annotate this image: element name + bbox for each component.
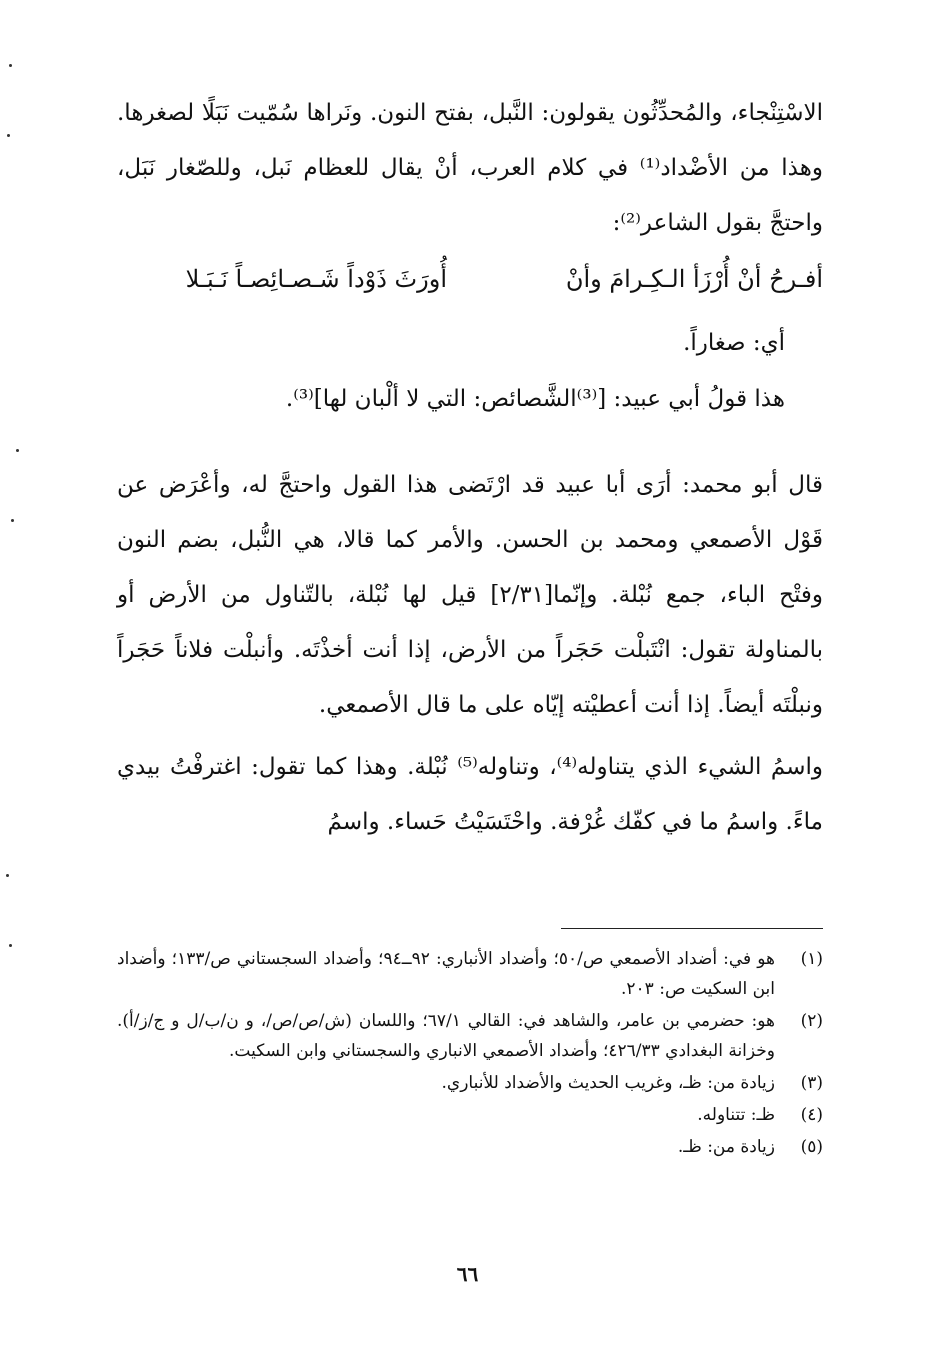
- scan-speck: [9, 64, 12, 67]
- paragraph-3: واسمُ الشيء الذي يتناوله⁽⁴⁾، وتناوله⁽⁵⁾ نُبْلة. وهذا كما تقول: اغترفْتُ بيدي ماءً. واسمُ ما في كفّك غُرْفة. واحْتَسَيْتُ حَساء. واسمُ: [117, 754, 823, 835]
- footnote-text: زيادة من: ظـ.: [677, 1137, 775, 1157]
- footnote-text: زيادة من: ظـ، وغريب الحديث والأضداد للأنباري.: [441, 1073, 775, 1093]
- verse-gloss: أي: صغاراً.: [683, 330, 785, 356]
- abu-ubayd-quote: هذا قولُ أبي عبيد: [⁽³⁾الشَّصائص: التي لا ألْبان لها]⁽³⁾.: [285, 386, 785, 412]
- footnote-4: [117, 1100, 823, 1130]
- footnote-text: ظـ: تتناوله.: [697, 1105, 775, 1125]
- paragraph-2: قال أبو محمد: أرَى أبا عبيد قد ارْتَضى هذا القول واحتجَّ له، وأعْرَض عن قَوْل الأصمعي ومحمد بن الحسن. والأمر كما قالا، هي النُّبل، بضم النون وفتْح الباء، جمع نُبْلة. وإنّما[٢/٣١] قيل لها نُبْلة، بالتّناول من الأرض أو بالمناولة تقول: انْتَبلْت حَجَراً من الأرض، إذا أنت أخذْتَه. وأنبلْت فلاناً حَجَراً ونبلْتَه أيضاً. إذا أنت أعطيْته إيّاه على ما قال الأصمعي.: [117, 472, 824, 718]
- scan-speck: [9, 944, 12, 947]
- scan-speck: [6, 874, 9, 877]
- footnote-3: [117, 1068, 823, 1098]
- page-number: ٦٦: [456, 1262, 479, 1286]
- paragraph-1: الاسْتِنْجاء، والمُحدِّثُون يقولون: النَّبل، بفتح النون. ونَراها سُمّيت نَبَلًا لصغرها. وهذا من الأضْداد⁽¹⁾ في كلام العرب، أنْ يقال للعظام نَبل، وللصّغار نَبَل، واحتجَّ بقول الشاعر⁽²⁾:: [117, 100, 823, 236]
- verse-hemistich-first: أفـرحُ أنْ أُرْزَأ الـكِـرامَ وأنْ: [565, 265, 823, 293]
- scan-speck: [11, 519, 14, 522]
- footnote-2: [117, 1006, 823, 1066]
- footnote-text: هو في: أضداد الأصمعي ص/٥٠؛ وأضداد الأنباري: ٩٢ــ٩٤؛ وأضداد السجستاني ص/١٣٣؛ وأضداد ابن السكيت ص: ٢٠٣.: [117, 949, 775, 999]
- footnote-number: (٣): [800, 1073, 823, 1093]
- footnotes: [117, 944, 823, 1164]
- scan-speck: [7, 134, 10, 137]
- footnote-number: (٢): [800, 1011, 823, 1031]
- verse-hemistich-second: أُورَثَ ذَوْداً شَـصـائِصـاً نَـبَـلا: [185, 265, 447, 293]
- footnote-number: (٤): [800, 1105, 823, 1125]
- footnote-5: [117, 1132, 823, 1162]
- footnote-separator: [561, 928, 823, 929]
- poetry-verse: [117, 252, 823, 307]
- footnote-number: (١): [800, 949, 823, 969]
- footnote-text: هو: حضرمي بن عامر، والشاهد في: القالي ٦٧/١؛ واللسان (ش/ص/ص/، و ن/ب/ل و ج/ز/أ). وخزانة البغدادي ٤٢٦/٣٣؛ وأضداد الأصمعي الانباري والسجستاني وابن السكيت.: [117, 1011, 776, 1061]
- scan-speck: [16, 449, 19, 452]
- footnote-1: [117, 944, 823, 1004]
- footnote-number: (٥): [800, 1137, 823, 1157]
